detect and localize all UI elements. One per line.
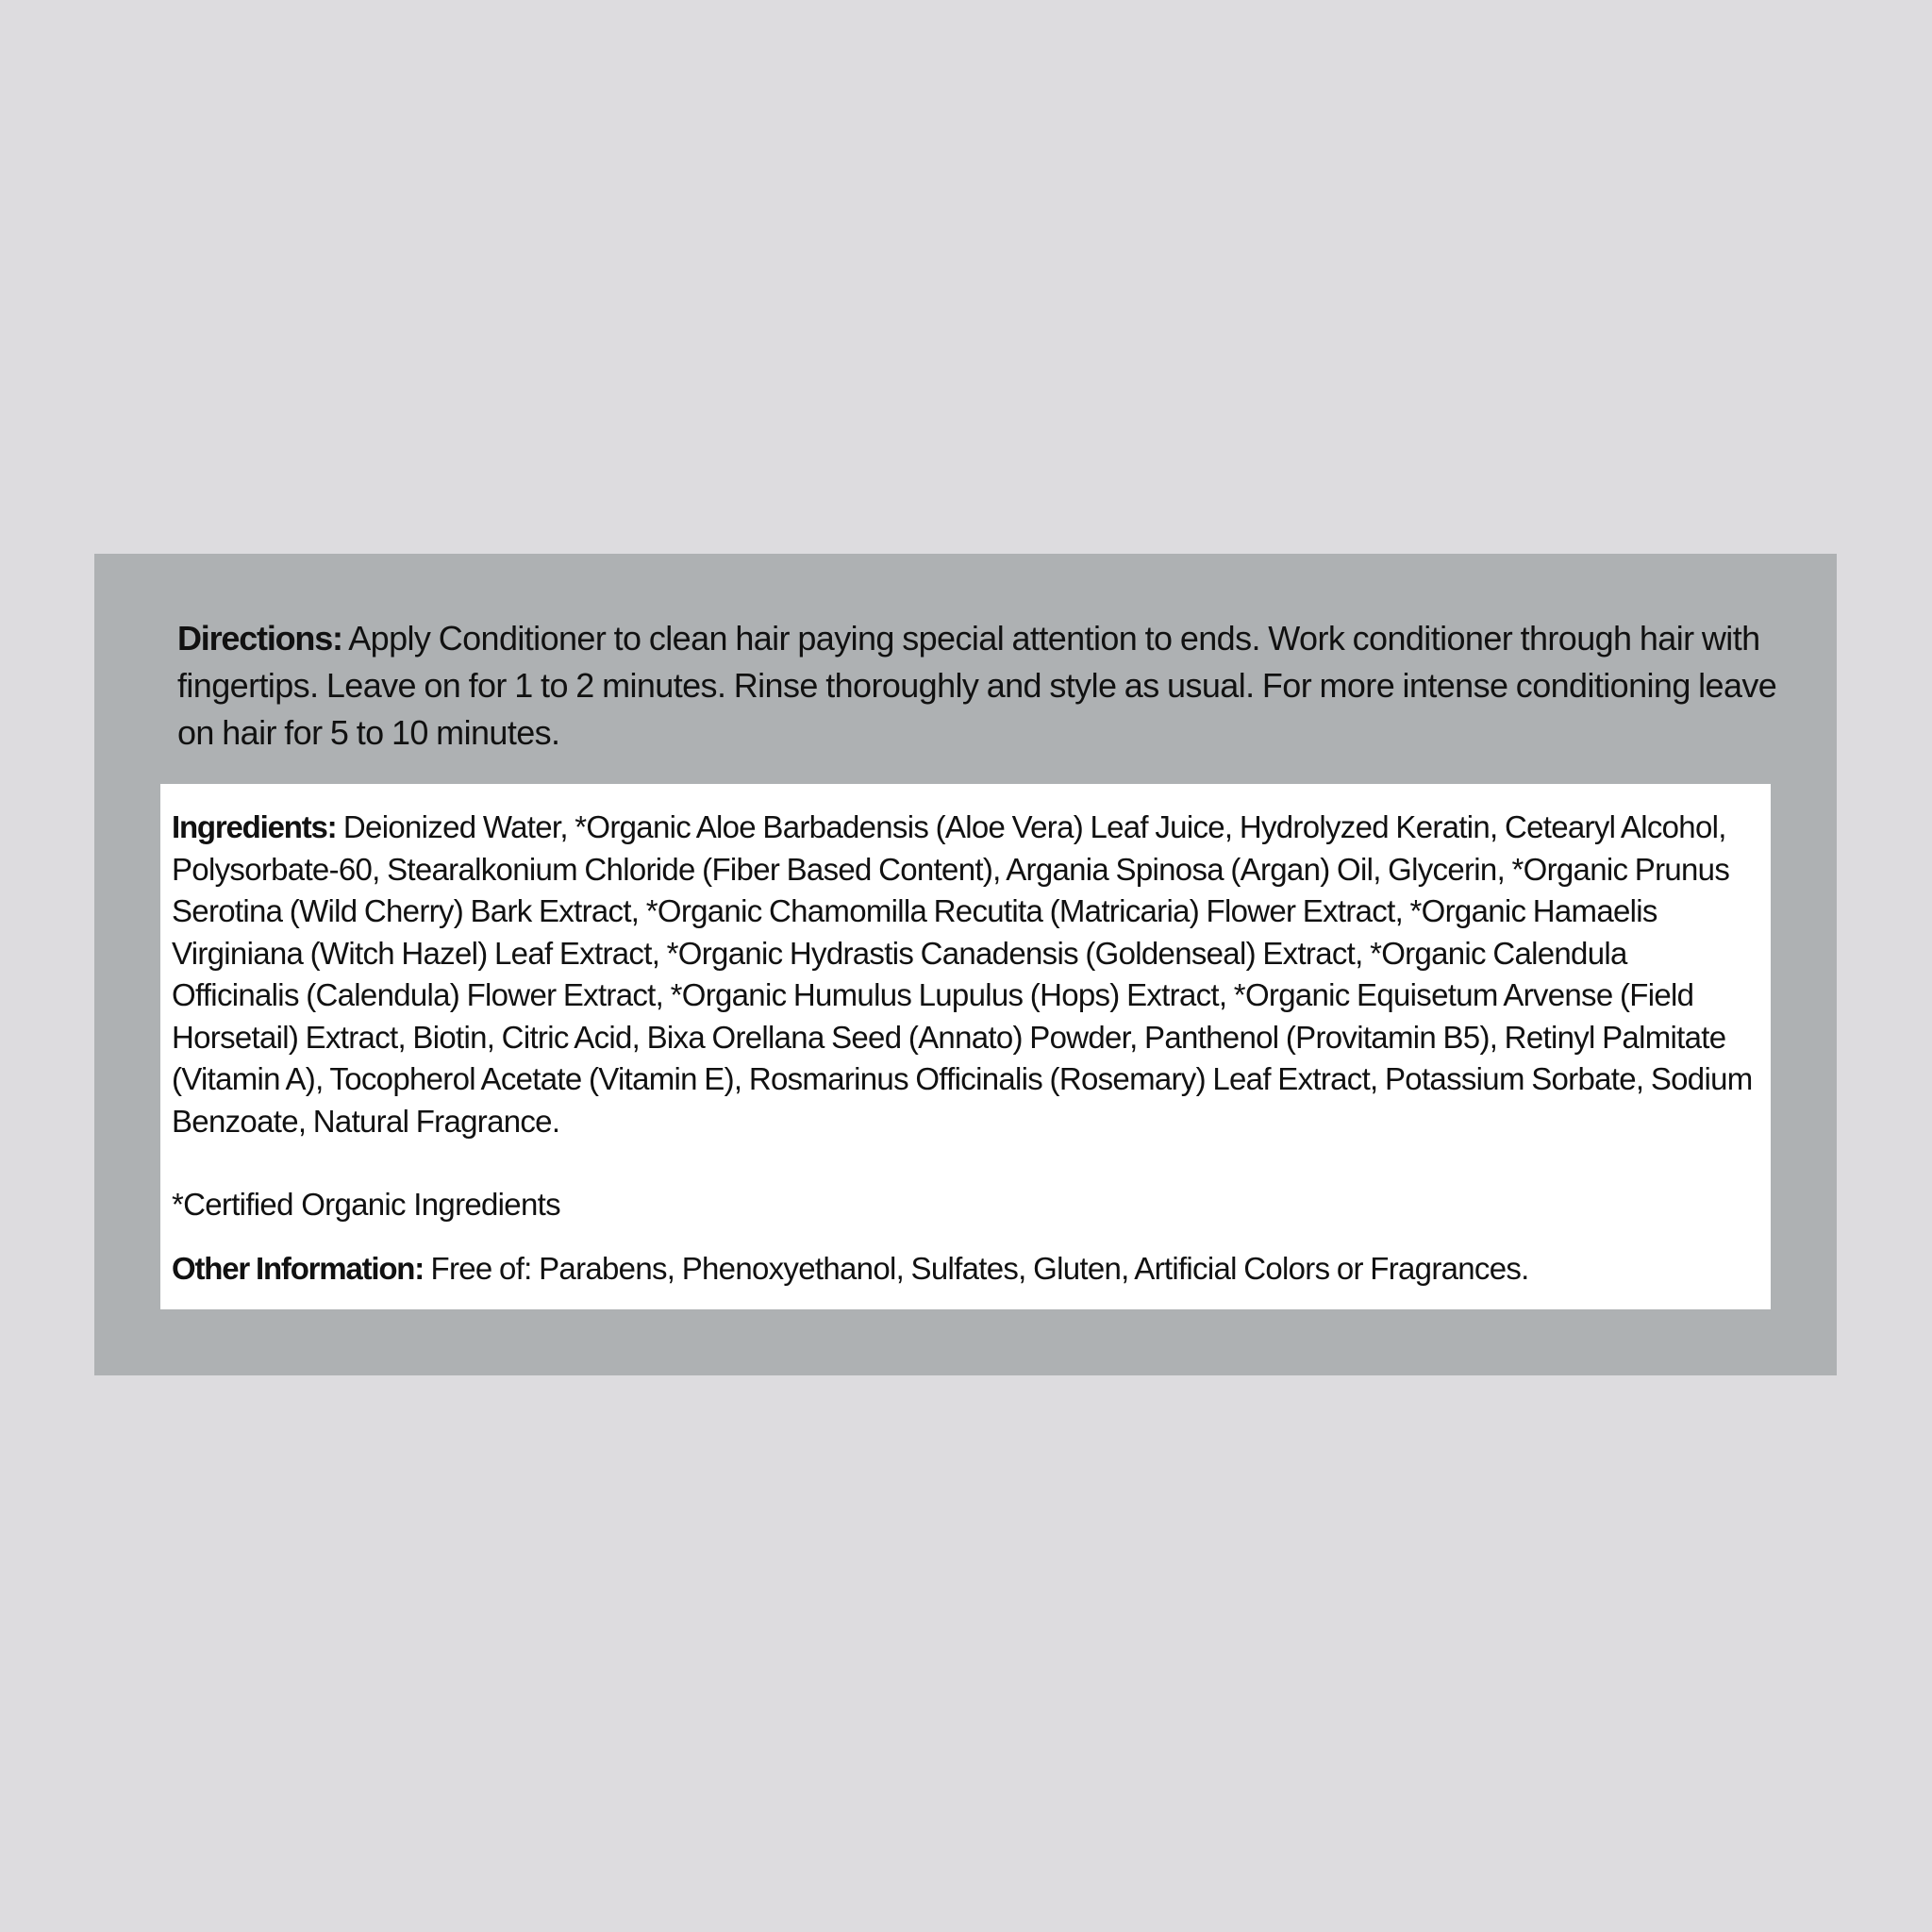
directions-text: Apply Conditioner to clean hair paying special attention to ends. Work conditioner through hair with fingertips. Leave on for 1 to 2 minutes. Rinse thoroughly and style as usual. For more intense conditioning leave on hair for 5 to 10 minutes.: [177, 619, 1777, 752]
directions-label: Directions:: [177, 619, 342, 658]
certified-organic-note: *Certified Organic Ingredients: [172, 1187, 560, 1222]
other-information-paragraph: [172, 1248, 1759, 1290]
other-information-text: Free of: Parabens, Phenoxyethanol, Sulfates, Gluten, Artificial Colors or Fragrances.: [424, 1251, 1529, 1286]
other-information-label: Other Information:: [172, 1251, 425, 1286]
ingredients-paragraph: [172, 807, 1759, 1142]
label-panel: [94, 554, 1837, 1375]
directions-paragraph: [177, 615, 1781, 757]
ingredients-box: [160, 784, 1771, 1309]
ingredients-label: Ingredients:: [172, 809, 337, 844]
ingredients-text: Deionized Water, *Organic Aloe Barbadensis (Aloe Vera) Leaf Juice, Hydrolyzed Keratin, Cetearyl Alcohol, Polysorbate-60, Stearalkonium Chloride (Fiber Based Content), Argania Spinosa (Argan) Oil, Glycerin, *Organic Prunus Serotina (Wild Cherry) Bark Extract, *Organic Chamomilla Recutita (Matricaria) Flower Extract, *Organic Hamaelis Virginiana (Witch Hazel) Leaf Extract, *Organic Hydrastis Canadensis (Goldenseal) Extract, *Organic Calendula Officinalis (Calendula) Flower Extract, *Organic Humulus Lupulus (Hops) Extract, *Organic Equisetum Arvense (Field Horsetail) Extract, Biotin, Citric Acid, Bixa Orellana Seed (Annato) Powder, Panthenol (Provitamin B5), Retinyl Palmitate (Vitamin A), Tocopherol Acetate (Vitamin E), Rosmarinus Officinalis (Rosemary) Leaf Extract, Potassium Sorbate, Sodium Benzoate, Natural Fragrance.: [172, 809, 1753, 1139]
